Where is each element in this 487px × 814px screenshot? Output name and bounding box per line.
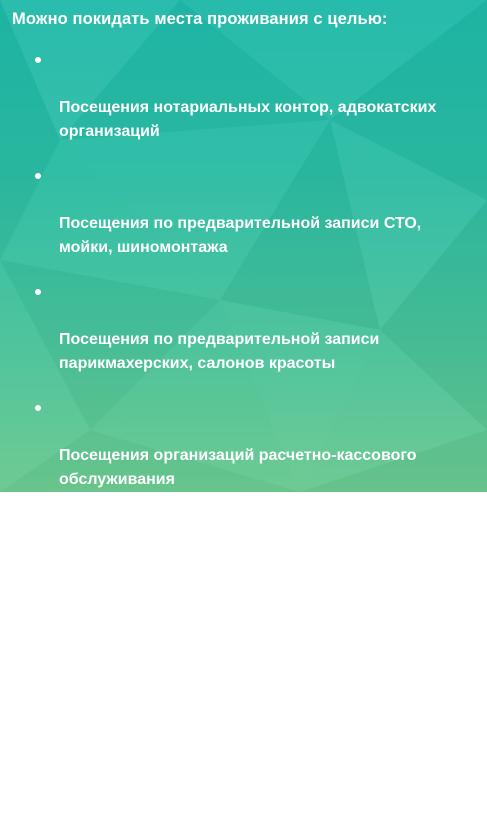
bullet-icon xyxy=(35,751,41,757)
bullet-icon xyxy=(35,405,41,411)
bullet-icon xyxy=(35,57,41,63)
heading: Можно покидать места проживания с целью: xyxy=(12,10,388,28)
list-item xyxy=(12,742,475,814)
list-item xyxy=(12,280,475,376)
bullet-icon xyxy=(35,521,41,527)
list-item xyxy=(12,628,475,724)
list-item xyxy=(12,396,475,492)
list-item-text: Посещения организаций по предоставлению фотоуслуг для документов xyxy=(59,563,418,604)
list-item xyxy=(12,48,475,144)
bullet-icon xyxy=(35,289,41,295)
bullet-icon xyxy=(35,173,41,179)
bullet-icon xyxy=(35,637,41,643)
list-item xyxy=(12,164,475,260)
list-item-text: Посещения по предварительной записи СТО, мойки, шиномонтажа xyxy=(59,215,422,256)
list-item xyxy=(12,512,475,608)
list-item-text: Посещения организаций по ремонту бытовой техники и средств связи xyxy=(59,679,424,720)
list-item-text: Посещения организаций расчетно-кассового обслуживания xyxy=(59,447,417,488)
list-item-text: Посещения по предварительной записи парикмахерских, салонов красоты xyxy=(59,331,380,372)
list-item-text: Следования к загородным домам, дачам xyxy=(59,793,386,810)
purpose-list xyxy=(12,48,475,814)
list-item-text: Посещения нотариальных контор, адвокатских организаций xyxy=(59,99,437,140)
